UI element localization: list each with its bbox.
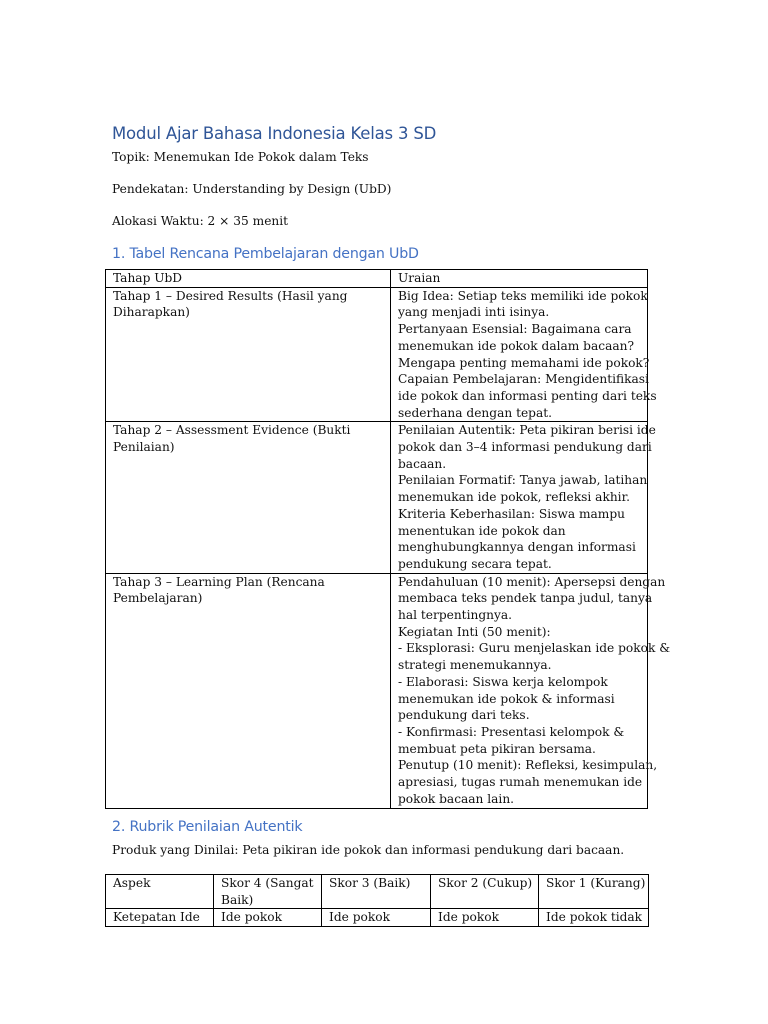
description-cell: Big Idea: Setiap teks memiliki ide pokok yang menjadi inti isinya. Pertanyaan Esensial: Bagaimana cara menemukan ide pokok dalam bacaan? Mengapa penting memahami ide pokok? Capaian Pembelajaran: Mengidentifikasi ide pokok dan informasi penting dari teks sederhana dengan tepat.: [391, 287, 648, 422]
section-1-heading: 1. Tabel Rencana Pembelajaran dengan UbD: [112, 246, 419, 262]
rubric-header-score-2: Skor 2 (Cukup): [431, 875, 539, 909]
table-row: [106, 422, 648, 573]
rubric-header-score-3: Skor 3 (Baik): [322, 875, 431, 909]
header-cell-description: Uraian: [391, 270, 648, 288]
rubric-cell: Ide pokok tidak: [539, 909, 649, 927]
rubric-cell: Ide pokok: [322, 909, 431, 927]
rubric-header-row: [106, 875, 649, 909]
rubric-header-aspect: Aspek: [106, 875, 214, 909]
ubd-plan-table: [105, 269, 671, 809]
assessed-product-line: Produk yang Dinilai: Peta pikiran ide pokok dan informasi pendukung dari bacaan.: [112, 843, 625, 857]
approach-line: Pendekatan: Understanding by Design (UbD): [112, 182, 392, 196]
table-header-row: [106, 270, 648, 288]
topic-line: Topik: Menemukan Ide Pokok dalam Teks: [112, 150, 369, 164]
header-cell-stage: Tahap UbD: [106, 270, 391, 288]
stage-cell: Tahap 2 – Assessment Evidence (Bukti Penilaian): [106, 422, 391, 573]
rubric-header-score-4: Skor 4 (Sangat Baik): [214, 875, 322, 909]
section-2-heading: 2. Rubrik Penilaian Autentik: [112, 819, 303, 835]
stage-cell: Tahap 1 – Desired Results (Hasil yang Diharapkan): [106, 287, 391, 422]
rubric-header-score-1: Skor 1 (Kurang): [539, 875, 649, 909]
document-title: Modul Ajar Bahasa Indonesia Kelas 3 SD: [112, 124, 437, 143]
table-row: [106, 573, 648, 808]
table-row: [106, 287, 648, 422]
time-allocation-line: Alokasi Waktu: 2 × 35 menit: [112, 214, 289, 228]
description-cell: Pendahuluan (10 menit): Apersepsi dengan membaca teks pendek tanpa judul, tanya hal terpentingnya. Kegiatan Inti (50 menit): - Eksplorasi: Guru menjelaskan ide pokok & strategi menemukannya. - Elaborasi: Siswa kerja kelompok menemukan ide pokok & informasi pendukung dari teks. - Konfirmasi: Presentasi kelompok & membuat peta pikiran bersama. Penutup (10 menit): Refleksi, kesimpulan, apresiasi, tugas rumah menemukan ide pokok bacaan lain.: [391, 573, 648, 808]
rubric-table: [105, 874, 649, 927]
stage-cell: Tahap 3 – Learning Plan (Rencana Pembelajaran): [106, 573, 391, 808]
table-row: [106, 909, 649, 927]
rubric-cell: Ide pokok: [214, 909, 322, 927]
rubric-cell: Ide pokok: [431, 909, 539, 927]
description-cell: Penilaian Autentik: Peta pikiran berisi ide pokok dan 3–4 informasi pendukung dari bacaan. Penilaian Formatif: Tanya jawab, latihan menemukan ide pokok, refleksi akhir. Kriteria Keberhasilan: Siswa mampu menentukan ide pokok dan menghubungkannya dengan informasi pendukung secara tepat.: [391, 422, 648, 573]
rubric-cell: Ketepatan Ide: [106, 909, 214, 927]
